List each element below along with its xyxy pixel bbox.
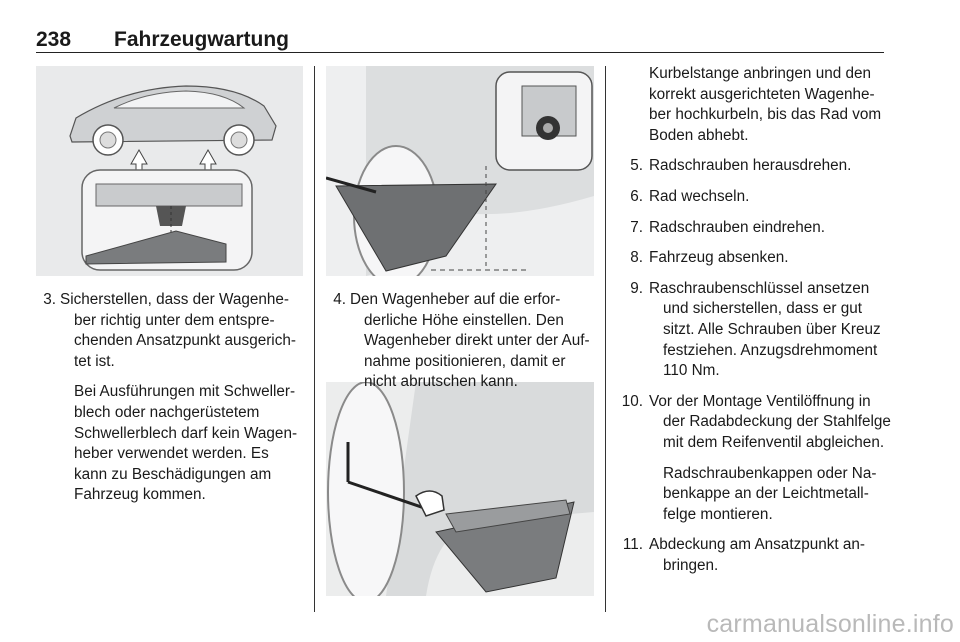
text-line: tet ist. [74,352,115,370]
text-line: kann zu Beschädigungen am [74,465,272,483]
step-body [613,535,893,576]
text-line: sitzt. Alle Schrauben über Kreuz [663,320,881,338]
text-line: blech oder nachgerüstetem [74,403,260,421]
step-number: 9. [630,279,643,297]
text-line: Radschrauben eindrehen. [649,218,826,236]
step-body [60,290,304,506]
page-header [36,18,884,53]
step-8 [613,248,893,269]
text-line: heber verwendet werden. Es [74,445,269,463]
page-title: Fahrzeugwartung [114,28,290,51]
text-line: derliche Höhe einstellen. Den [364,311,564,329]
text-line: Sicherstellen, dass der Wagenhe- [60,291,290,308]
figure-car-jack-points [36,66,303,276]
text-line: korrekt ausgerichteten Wagenhe- [649,85,875,103]
text-line: Abdeckung am Ansatzpunkt an- [649,536,865,554]
text-line: Fahrzeug kommen. [74,486,206,504]
step-7 [613,218,893,239]
text-line: bringen. [663,556,719,574]
step-11 [613,535,893,576]
text-line: Kurbelstange anbringen und den [649,65,871,82]
text-line: der Radabdeckung der Stahlfelge [663,413,891,431]
text-line: und sicherstellen, dass er gut [663,300,862,318]
text-line: Radschrauben herausdrehen. [649,157,852,175]
text-line: Raschraubenschlüssel ansetzen [649,279,870,297]
column-divider-1 [314,66,315,612]
watermark: carmanualsonline.info [706,610,954,638]
text-line: mit dem Reifenventil abgleichen. [663,433,885,451]
step-number: 6. [630,187,643,205]
figure-jack-crank [326,382,594,596]
text-line: Bei Ausführungen mit Schweller- [74,383,296,401]
page-number: 238 [36,28,72,51]
text-line: 110 Nm. [663,362,720,380]
text-line: Schwellerblech darf kein Wagen- [74,424,298,442]
text-line: Boden abhebt. [649,126,749,144]
step-number: 4. [333,291,346,308]
text-line: Den Wagenheber auf die erfor- [350,291,561,308]
figure-jack-under-sill [326,66,594,276]
text-line: felge montieren. [663,505,773,523]
step-number: 7. [630,218,643,236]
text-line: Fahrzeug absenken. [649,249,789,267]
text-line: chenden Ansatzpunkt ausgerich- [74,332,296,350]
step-paragraph [60,290,304,372]
text-line: ber hochkurbeln, bis das Rad vom [649,106,882,124]
text-line: Radschraubenkappen oder Na- [663,464,877,482]
text-line: nicht abrutschen kann. [364,373,518,391]
step-number: 3. [43,291,56,308]
step-body [613,279,893,382]
column-divider-2 [605,66,606,612]
text-line: Wagenheber direkt unter der Auf- [364,332,590,350]
step-number: 11. [622,536,643,554]
step-number: 10. [621,392,643,410]
text-line: nahme positionieren, damit er [364,352,566,370]
column-3 [613,64,893,576]
text-line: benkappe an der Leichtmetall- [663,485,869,503]
text-line: Rad wechseln. [649,187,750,205]
step-body [350,290,596,393]
text-line: festziehen. Anzugsdrehmoment [663,341,878,359]
step-continuation [613,64,893,146]
step-6 [613,187,893,208]
step-10 [613,392,893,526]
step-5 [613,156,893,177]
step-body [613,392,893,526]
text-line: Vor der Montage Ventilöffnung in [649,392,871,410]
step-number: 8. [630,249,643,267]
text-line: ber richtig unter dem entspre- [74,311,275,329]
step-9 [613,279,893,382]
step-number: 5. [630,157,643,175]
step-note [60,382,304,506]
